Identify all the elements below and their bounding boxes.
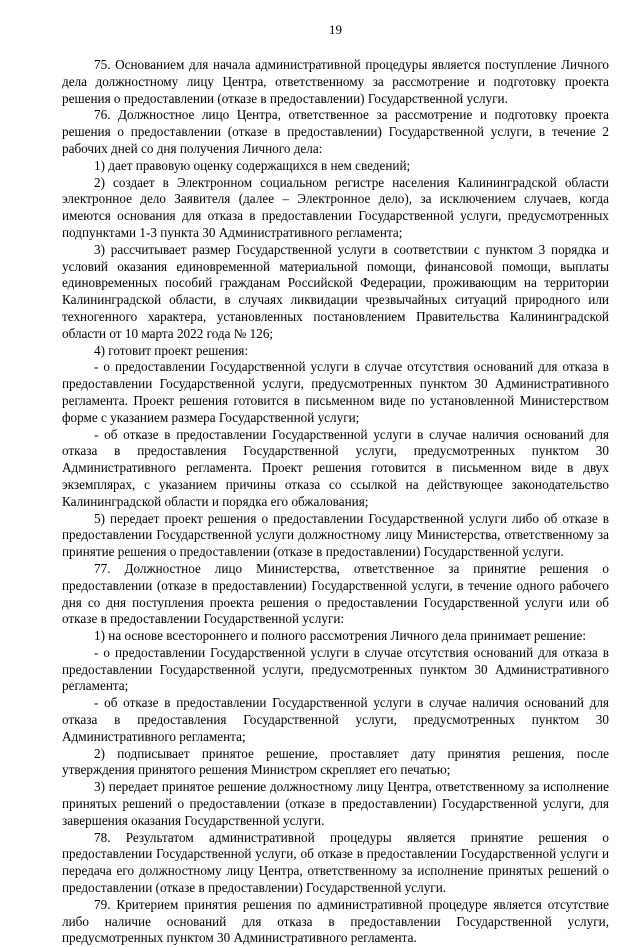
paragraph-77-item-1: 1) на основе всестороннего и полного рассмотрения Личного дела принимает решение: <box>94 628 587 644</box>
paragraph-75: 75. Основанием для начала административной процедуры является поступление Личного дела должностному лицу Центра, ответственному за рассмотрение и подготовку проекта решения о предоставлении (отказе в предоставлении) Государственной услуги. <box>62 57 609 106</box>
paragraph-77: 77. Должностное лицо Министерства, ответственное за принятие решения о предоставлении (отказе в предоставлении) Государственной услуги, в течение одного рабочего дня со дня поступления проекта решения о предоставлении Государственной услуги или об отказе в предоставлении Государственной услуги: <box>62 560 609 627</box>
paragraph-76-item-4-grant: - о предоставлении Государственной услуги в случае отсутствия оснований для отказа в предоставлении Государственной услуги, предусмотренных пунктом 30 Административного регламента. Проект решения готовится в письменном виде по установленной Министерством форме с указанием размера Государственной услуги; <box>62 359 609 425</box>
page-number: 19 <box>329 22 342 37</box>
paragraph-76-item-2: 2) создает в Электронном социальном регистре населения Калининградской области электронное дело Заявителя (далее – Электронное дело), за исключением случаев, когда имеются основания для отказа в предоставлении Государственной услуги, предусмотренных подпунктами 1-3 пункта 30 Административного регламента; <box>62 174 609 240</box>
paragraph-76-item-4-refusal: - об отказе в предоставлении Государственной услуги в случае наличия оснований для отказа в предоставления Государственной услуги, предусмотренных пунктом 30 Административного регламента. Проект решения готовится в письменном виде в двух экземплярах, с указанием причины отказа со ссылкой на действующее законодательство Калининградской области и порядка его обжалования; <box>62 426 609 509</box>
document-body <box>62 57 609 947</box>
paragraph-76: 76. Должностное лицо Центра, ответственное за рассмотрение и подготовку проекта решения о предоставлении (отказе в предоставлении) Государственной услуги, в течение 2 рабочих дней со дня получения Личного дела: <box>62 107 609 156</box>
paragraph-77-item-1-refusal: - об отказе в предоставлении Государственной услуги в случае наличия оснований для отказа в предоставления Государственной услуги, предусмотренных пунктом 30 Административного регламента; <box>62 695 609 744</box>
paragraph-76-item-3: 3) рассчитывает размер Государственной услуги в соответствии с пунктом 3 порядка и условий оказания единовременной материальной помощи, финансовой помощи, выплаты единовременных пособий гражданам Российской Федерации, проживающим на территории Калининградской области, в случаях ликвидации чрезвычайных ситуаций природного или техногенного характера, установленных постановлением Правительства Калининградской области от 10 марта 2022 года № 126; <box>62 241 609 341</box>
paragraph-78: 78. Результатом административной процедуры является принятие решения о предоставлении Государственной услуги, об отказе в предоставлении Государственной услуги и передача его должностному лицу Центра, ответственному за исполнение принятых решений о предоставлении (отказе в предоставлении) Государственной услуги. <box>62 829 609 896</box>
paragraph-79: 79. Критерием принятия решения по административной процедуре является отсутствие либо наличие оснований для отказа в предоставлении Государственной услуги, предусмотренных пунктом 30 Административного регламента. <box>62 896 609 946</box>
paragraph-77-item-3: 3) передает принятое решение должностному лицу Центра, ответственному за исполнение принятых решений о предоставлении (отказе в предоставлении) Государственной услуги, для завершения оказания Государственной услуги. <box>62 779 609 828</box>
paragraph-76-item-1: 1) дает правовую оценку содержащихся в нем сведений; <box>94 157 411 173</box>
paragraph-76-item-4: 4) готовит проект решения: <box>94 342 249 358</box>
paragraph-77-item-1-grant: - о предоставлении Государственной услуги в случае отсутствия оснований для отказа в предоставлении Государственной услуги, предусмотренных пунктом 30 Административного регламента; <box>62 644 609 694</box>
paragraph-77-item-2: 2) подписывает принятое решение, проставляет дату принятия решения, после утверждения принятого решения Министром скрепляет его печатью; <box>62 745 609 778</box>
paragraph-76-item-5: 5) передает проект решения о предоставлении Государственной услуги либо об отказе в предоставлении Государственной услуги должностному лицу Министерства, ответственному за принятие решения о предоставлении (отказе в предоставлении) Государственной услуги. <box>62 510 609 560</box>
